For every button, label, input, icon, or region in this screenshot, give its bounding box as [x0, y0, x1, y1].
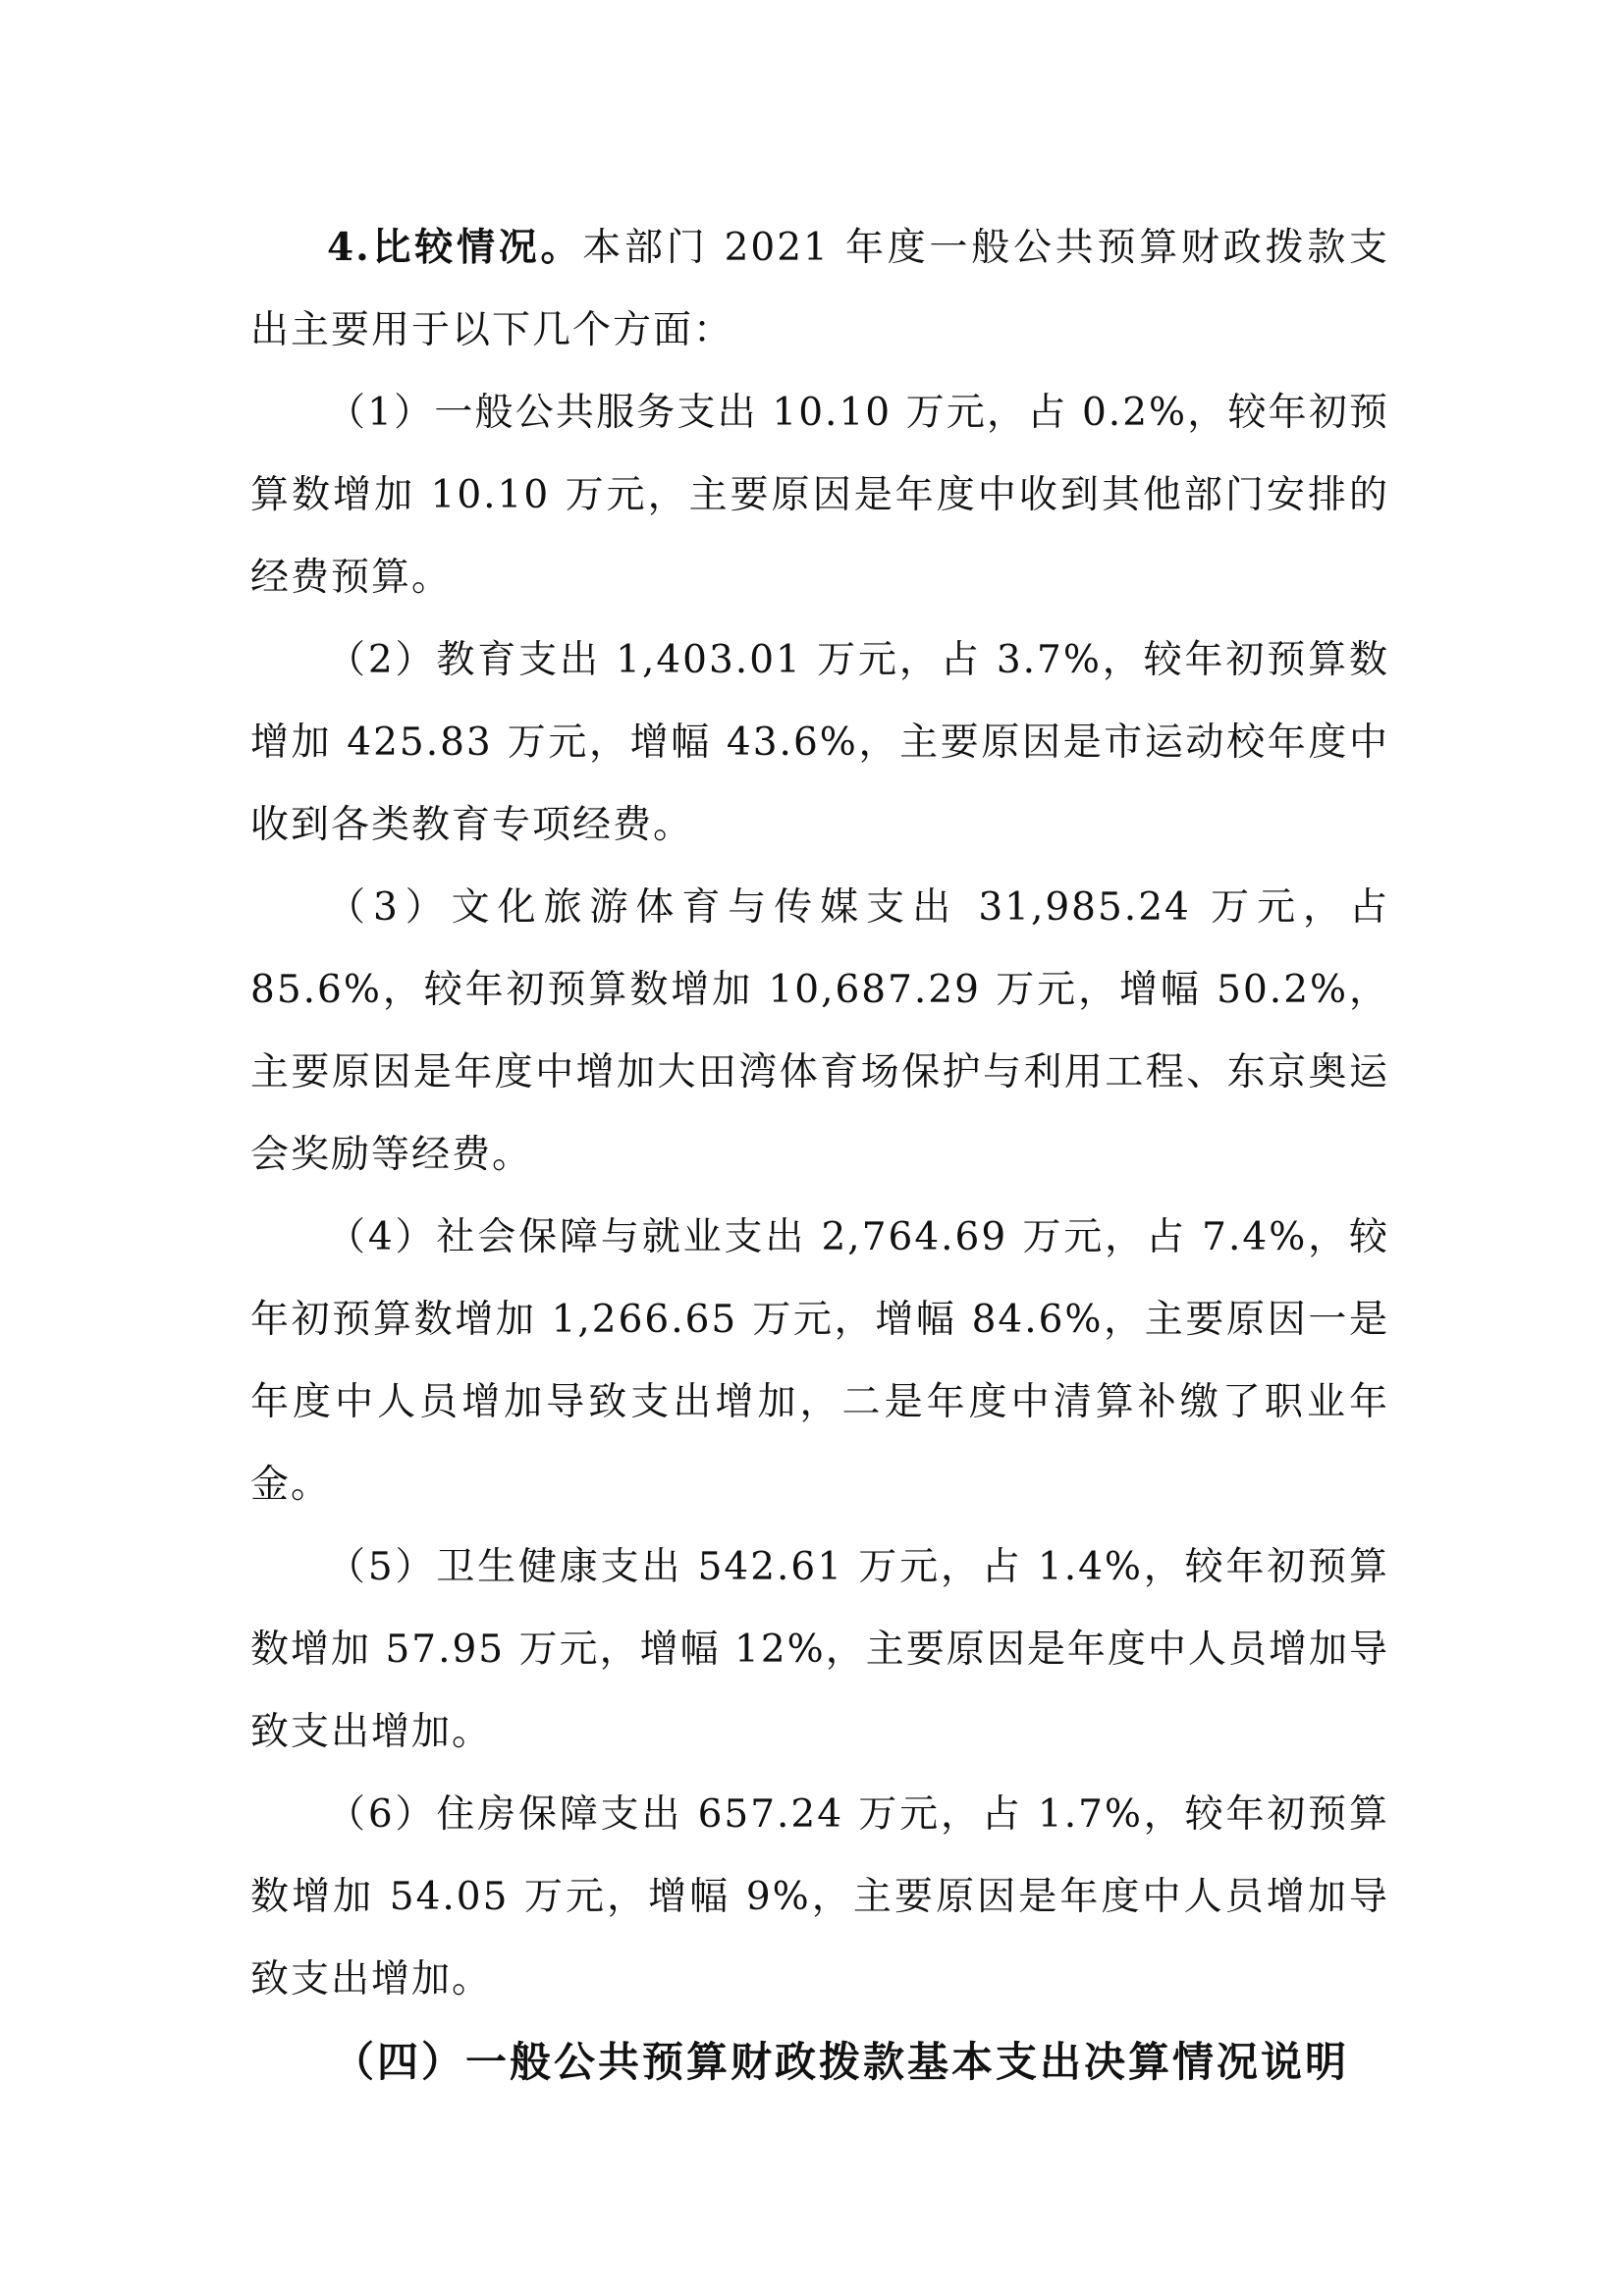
item-general-public-services: （1）一般公共服务支出 10.10 万元，占 0.2%，较年初预算数增加 10.10 万元，主要原因是年度中收到其他部门安排的经费预算。 — [250, 391, 1389, 600]
section-comparison-lead: 4.比较情况。 — [327, 225, 583, 270]
item-health: （5）卫生健康支出 542.61 万元，占 1.4%，较年初预算数增加 57.95 万元，增幅 12%，主要原因是年度中人员增加导致支出增加。 — [250, 1545, 1389, 1754]
item-housing-security: （6）住房保障支出 657.24 万元，占 1.7%，较年初预算数增加 54.05 万元，增幅 9%，主要原因是年度中人员增加导致支出增加。 — [250, 1792, 1389, 2002]
section-heading-basic-expenditure: （四）一般公共预算财政拨款基本支出决算情况说明 — [333, 2038, 1350, 2086]
item-social-security-employment: （4）社会保障与就业支出 2,764.69 万元，占 7.4%，较年初预算数增加 1,266.65 万元，增幅 84.6%，主要原因一是年度中人员增加导致支出增加，二是年度中清算补缴了职业年金。 — [250, 1215, 1389, 1507]
item-education: （2）教育支出 1,403.01 万元，占 3.7%，较年初预算数增加 425.83 万元，增幅 43.6%，主要原因是市运动校年度中收到各类教育专项经费。 — [250, 638, 1389, 847]
section-comparison-text: 本部门 2021 年度一般公共预算财政拨款支出主要用于以下几个方面： — [250, 226, 1390, 352]
item-culture-tourism-sports-media: （3）文化旅游体育与传媒支出 31,985.24 万元，占 85.6%，较年初预算数增加 10,687.29 万元，增幅 50.2%，主要原因是年度中增加大田湾体育场保护与利用工程、东京奥运会奖励等经费。 — [250, 885, 1389, 1177]
section-comparison-paragraph — [250, 206, 1389, 372]
document-page — [250, 206, 1389, 2104]
